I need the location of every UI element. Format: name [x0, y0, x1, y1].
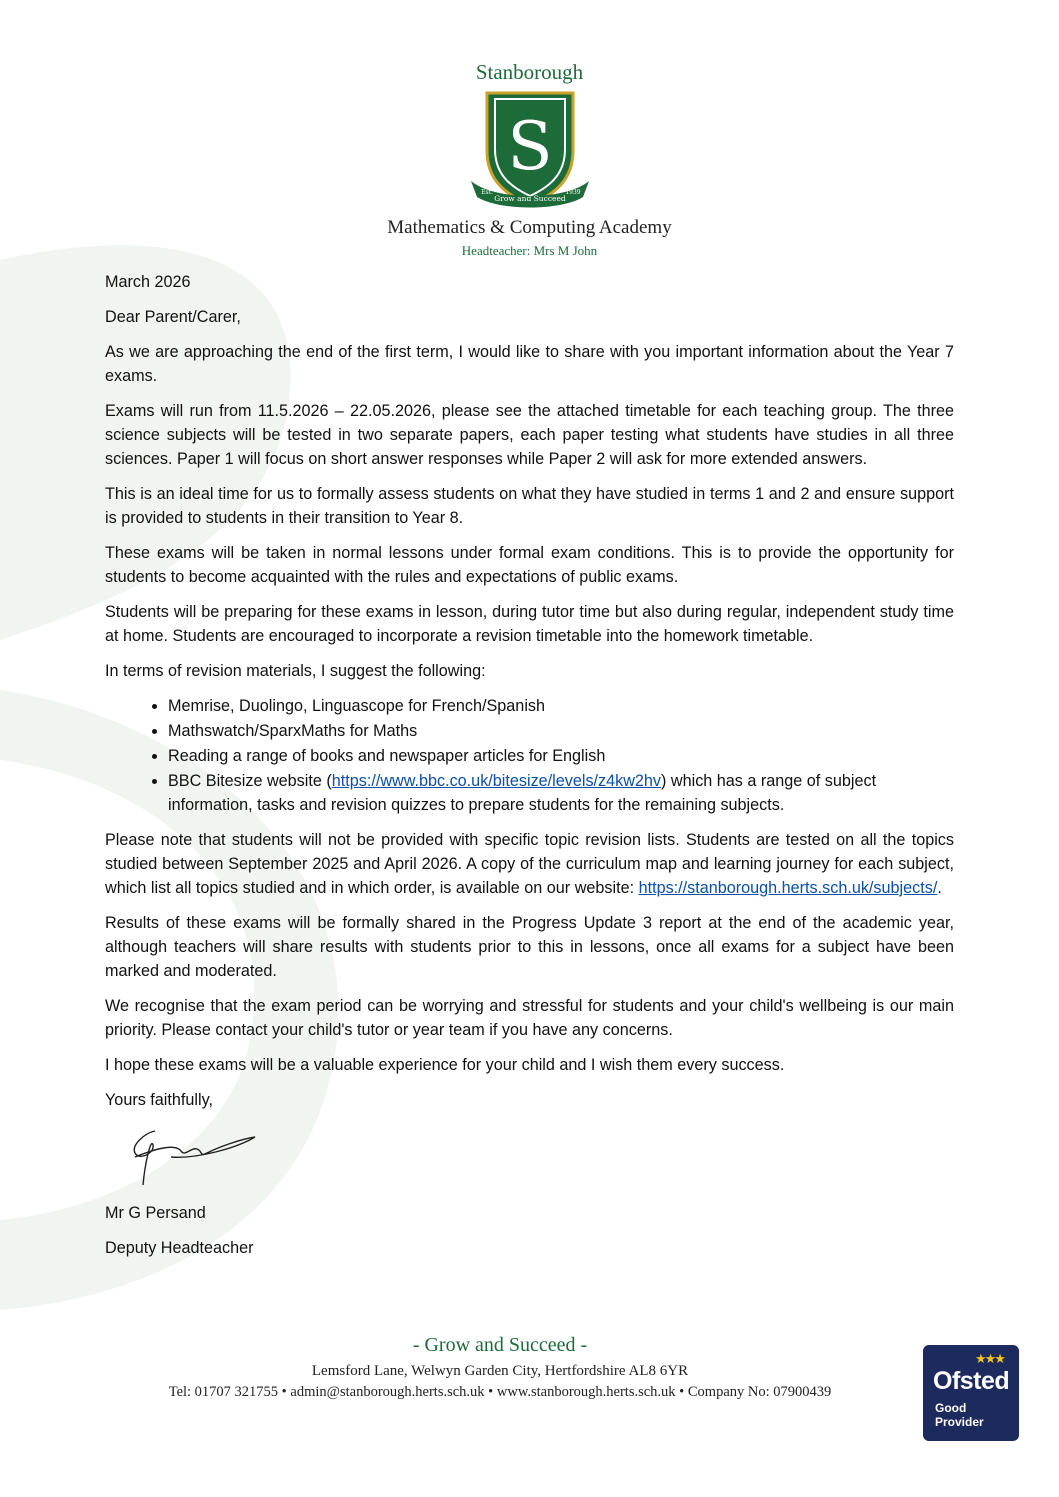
headteacher-line: Headteacher: Mrs M John: [461, 243, 598, 258]
paragraph-text: .: [937, 879, 942, 897]
signer-title: Deputy Headteacher: [105, 1239, 254, 1257]
letter-date: March 2026: [105, 273, 191, 291]
paragraph-preparation: Students will be preparing for these exams in lesson, during tutor time but also during regular, independent study time at home. Students are encouraged to incorporate a revision timetable into the homework timetable.: [105, 603, 954, 645]
ofsted-rating-line2: Provider: [935, 1415, 984, 1429]
signer-name: Mr G Persand: [105, 1204, 206, 1222]
crest-year: 1939: [564, 189, 581, 196]
paragraph-revision-intro: In terms of revision materials, I suggest the following:: [105, 662, 486, 680]
paragraph-assessment: This is an ideal time for us to formally assess students on what they have studied in terms 1 and 2 and ensure support is provided to students in their transition to Year 8.: [105, 485, 954, 527]
signature: [115, 1123, 265, 1193]
ofsted-rating-line1: Good: [935, 1401, 967, 1415]
bbc-bitesize-link[interactable]: https://www.bbc.co.uk/bitesize/levels/z4kw2hv: [331, 772, 662, 790]
paragraph-intro: As we are approaching the end of the first term, I would like to share with you important information about the Year 7 exams.: [105, 343, 954, 385]
letterhead: [0, 60, 1059, 259]
paragraph-topics: [105, 828, 954, 900]
crest-letter: S: [506, 108, 553, 185]
footer-address: Lemsford Lane, Welwyn Garden City, Hertfordshire AL8 6YR: [311, 1363, 689, 1379]
footer-contact: Tel: 01707 321755 • admin@stanborough.herts.sch.uk • www.stanborough.herts.sch.uk • Company No: 07900439: [168, 1384, 832, 1400]
ofsted-badge: [923, 1345, 1019, 1441]
subjects-link[interactable]: https://stanborough.herts.sch.uk/subjects/: [638, 879, 938, 897]
list-item: • Mathswatch/SparxMaths for Maths: [168, 719, 954, 743]
revision-list: [105, 694, 954, 817]
bullet-text: BBC Bitesize website (: [168, 772, 332, 790]
list-item: • Memrise, Duolingo, Linguascope for French/Spanish: [168, 694, 954, 718]
ofsted-stars-icon: ★★★: [975, 1351, 1004, 1366]
crest-est: Est.: [480, 189, 493, 196]
letter-footer: [0, 1334, 1000, 1401]
bullet-text: ) which has a range of subject information, tasks and revision quizzes to prepare students for the remaining subjects.: [168, 772, 877, 814]
letter-body: [105, 270, 954, 1271]
paragraph-exam-dates: Exams will run from 11.5.2026 – 22.05.2026, please see the attached timetable for each teaching group. The three science subjects will be tested in two separate papers, each paper testing what students have studies in all three sciences. Paper 1 will focus on short answer responses while Paper 2 will ask for more extended answers.: [105, 402, 954, 468]
letter-greeting: Dear Parent/Carer,: [105, 308, 241, 326]
paragraph-text: Please note that students will not be provided with specific topic revision lists. Students are tested on all the topics studied between September 2025 and April 2026. A copy of the curriculum map and learning journey for each subject, which list all topics studied and in which order, is available on our website:: [105, 831, 954, 897]
school-name: Stanborough: [475, 60, 584, 84]
paragraph-conditions: These exams will be taken in normal lessons under formal exam conditions. This is to provide the opportunity for students to become acquainted with the rules and expectations of public exams.: [105, 544, 954, 586]
paragraph-wellbeing: We recognise that the exam period can be worrying and stressful for students and your child's wellbeing is our main priority. Please contact your child's tutor or year team if you have any concerns.: [105, 997, 954, 1039]
list-item: [168, 769, 954, 817]
school-crest-logo: [465, 89, 595, 211]
crest-motto: Grow and Succeed: [493, 194, 566, 203]
ofsted-brand: Ofsted: [933, 1367, 1010, 1395]
paragraph-results: Results of these exams will be formally shared in the Progress Update 3 report at the end of the academic year, although teachers will share results with students prior to this in lessons, once all exams for a subject have been marked and moderated.: [105, 914, 954, 980]
list-item: • Reading a range of books and newspaper articles for English: [168, 744, 954, 768]
academy-name: Mathematics & Computing Academy: [387, 217, 672, 238]
footer-motto: - Grow and Succeed -: [412, 1334, 588, 1356]
letter-closing: Yours faithfully,: [105, 1091, 213, 1109]
paragraph-closing-wish: I hope these exams will be a valuable experience for your child and I wish them every success.: [105, 1056, 785, 1074]
ofsted-rating: [935, 1401, 984, 1429]
